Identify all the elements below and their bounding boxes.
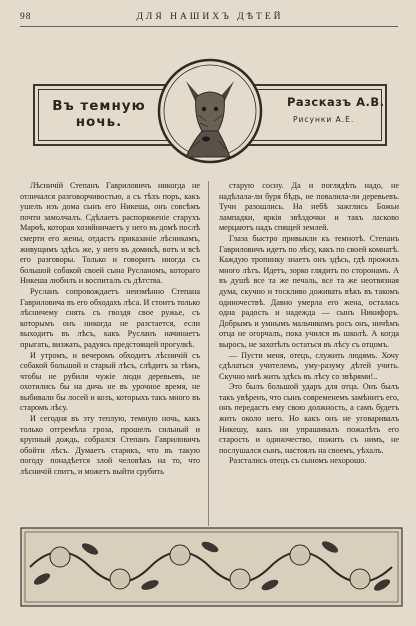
paragraph: Разстались отецъ съ сыномъ нехорошо. (229, 456, 367, 466)
paragraph: Лѣсничій Степанъ Гавриловичъ никогда не отличался разговорчивостью, а съ тѣхъ поръ, какъ ушелъ изъ дома сынъ его Никеша, онъ совсѣмъ почти замолчалъ. Сдѣлаетъ распоряженіе старухъ Марѳѣ, которая хозяйничаетъ у него въ домѣ послѣ смерти его жены, отдастъ приказаніе лѣсникамъ, живущимъ здѣсь же, у него въ домикѣ, вотъ и всѣ его разговоры. Только и говоритъ иногда съ большой собакой своей сына Русланомъ, котораго Никеша любилъ и воспиталъ съ дѣтства. (20, 181, 200, 286)
author-line: Разсказъ А.В. (287, 95, 385, 109)
story-title: Въ темную ночь. (52, 98, 146, 130)
running-title: ДЛЯ НАШИХЪ ДѢТЕЙ (136, 12, 284, 22)
byline (287, 95, 387, 124)
text-column-left (20, 181, 200, 478)
column-divider (208, 181, 209, 526)
paragraph: Это былъ большой ударъ для отца. Онъ былъ такъ увѣренъ, что сынъ современемъ замѣнитъ его, онъ передастъ ему свою должность, а самъ будетъ жить около него. Но какъ онъ не уговаривалъ Никешу, какъ ни упрашивалъ пожалѣть его старость и одиночество, пожить съ нимъ, не послушался сынъ, настоялъ на своемъ, уѣхалъ. (219, 382, 399, 455)
fruit-branch-ornament-icon (20, 527, 403, 607)
illustrator-line: Рисунки А.Е. (293, 115, 355, 124)
page-number: 98 (20, 12, 32, 22)
header-rule (20, 26, 398, 27)
text-column-right (219, 181, 399, 467)
paragraph: Русланъ сопровождаетъ неизмѣнно Степана Гавриловича въ его обходахъ лѣса. И стоитъ только лѣсничему снять съ гвоздя свое ружье, съ которымъ онъ никогда не разстается, если выходитъ въ лѣсъ, какъ Русланъ начинаетъ прыгать, визжать, радуясь предстоящей прогулкѣ. (20, 286, 200, 349)
deer-head-icon (156, 57, 264, 165)
paragraph: И утромъ, и вечеромъ обходитъ лѣсничій съ собакой большой и старый лѣсъ, слѣдитъ за тѣмъ, чтобы не рубили чужіе люди деревьевъ, не охотились бы на дичь не въ урочное время, не выбивали бы лосей и козъ, которыхъ такъ много въ старомъ лѣсу. (20, 350, 200, 413)
paragraph: И сегодня въ эту теплую, темную ночь, какъ только отгремѣла гроза, прошелъ сильный и крупный дождь, собрался Степанъ Гавриловичъ обойти лѣсъ. Думаетъ старикъ, что въ такую погоду понадѣется злой человѣкъ на то, что лѣсничій спитъ, и можетъ выйти срубить (20, 414, 200, 477)
paragraph: старую сосну. Да и поглядѣть надо, не надѣлала-ли буря бѣдъ, не повалила-ли деревьевъ. Тучи разошлись. На небѣ зажглись Божьи лампадки, яркія звѣздочки и такъ ласково мерцаютъ надъ спящей землей. (219, 181, 399, 233)
paragraph: Глаза быстро привыкли къ темнотѣ. Степанъ Гавриловичъ идетъ по лѣсу, какъ по своей комнатѣ. Каждую тропинку знаетъ онъ здѣсь, гдѣ прожилъ много лѣтъ. Идетъ, зорко глядитъ по сторонамъ. А въ душѣ все та же печаль, все та же неотвязная дума, скучно и тоскливо доживать вѣкъ въ такомъ одиночествѣ. Давно умерла его жена, осталась одна радость и надежда — сынъ Никифоръ. Добрымъ и умнымъ мальчикомъ росъ онъ, ничѣмъ отца не огорчалъ, пока учился въ школѣ. А когда выросъ, не захотѣлъ остаться въ лѣсу съ отцомъ. (219, 233, 399, 349)
paragraph: — Пусти меня, отецъ, служить людямъ. Хочу сдѣлаться учителемъ, уму-разуму дѣтей учить. Скучно мнѣ жить здѣсь въ лѣсу со звѣрями!.. (219, 350, 399, 381)
